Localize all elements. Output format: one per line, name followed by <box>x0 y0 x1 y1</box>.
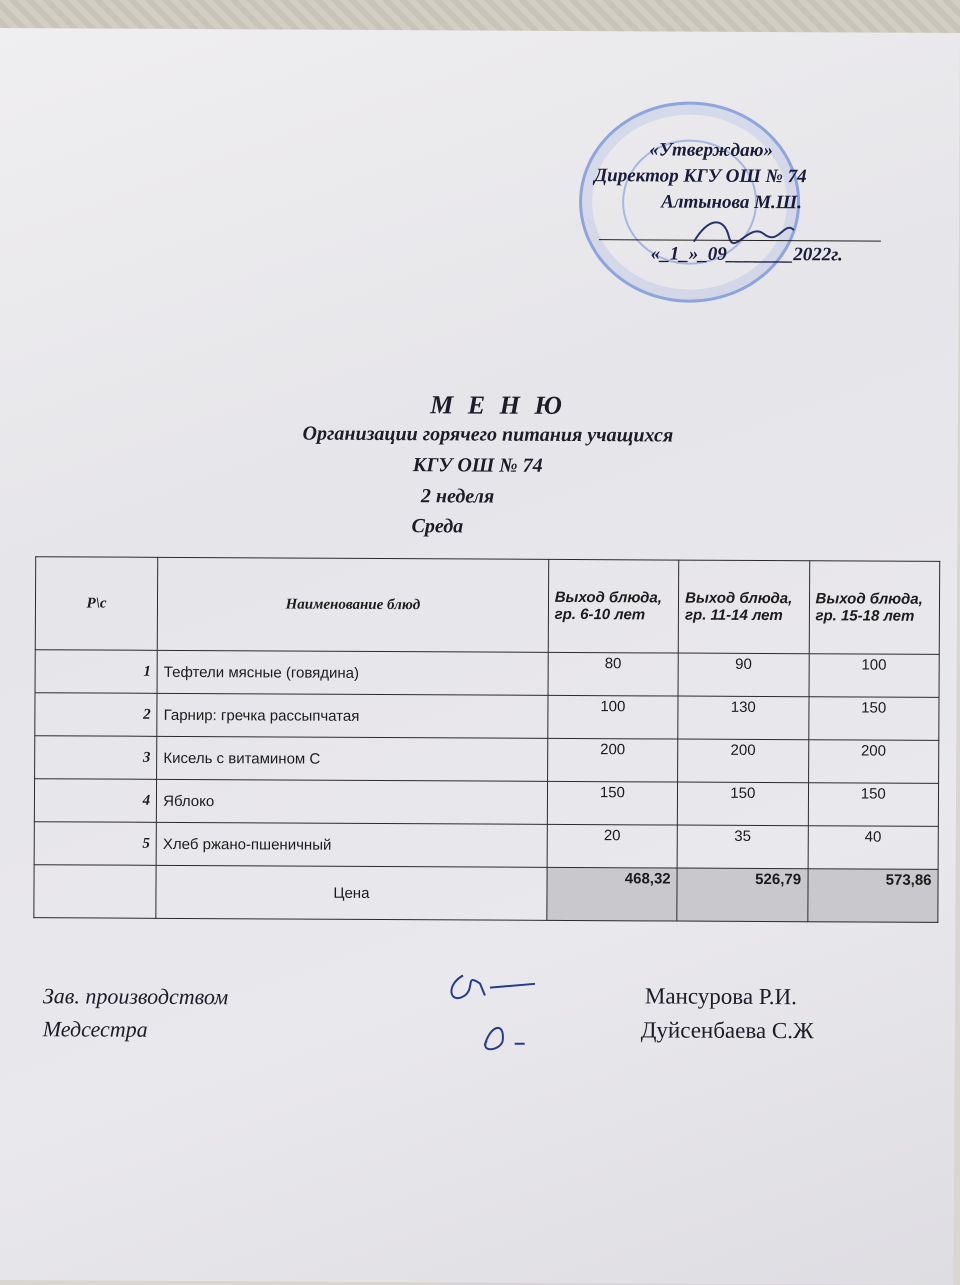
dish-name: Яблоко <box>157 779 548 824</box>
production-signature <box>435 965 555 1016</box>
document-subtitle: Организации горячего питания учащихся <box>302 422 674 447</box>
portion-11-14: 130 <box>678 696 809 740</box>
approval-director-name: Алтынова М.Ш. <box>661 191 802 214</box>
footer-role-nurse: Медсестра <box>42 1016 148 1042</box>
row-number: 4 <box>34 779 156 823</box>
col-out-15-18-header: Выход блюда, гр. 15-18 лет <box>809 561 940 655</box>
footer-role-production: Зав. производством <box>42 983 229 1010</box>
table-row <box>34 822 938 870</box>
portion-15-18: 40 <box>808 826 939 870</box>
price-label: Цена <box>156 865 547 920</box>
row-number: 3 <box>35 736 157 780</box>
portion-11-14: 150 <box>677 782 808 826</box>
portion-11-14: 35 <box>677 825 808 869</box>
week-label: 2 неделя <box>420 485 495 508</box>
approval-title: «Утверждаю» <box>649 139 774 162</box>
document-page <box>0 28 960 1285</box>
portion-6-10: 20 <box>547 824 678 868</box>
row-number: 2 <box>35 693 157 737</box>
col-out-11-14-header: Выход блюда, гр. 11-14 лет <box>678 560 809 654</box>
price-row-spacer <box>34 865 156 919</box>
dish-name: Хлеб ржано-пшеничный <box>156 822 547 867</box>
price-row <box>34 865 938 923</box>
col-number-header: Р\с <box>35 557 158 651</box>
portion-6-10: 100 <box>547 695 678 739</box>
price-6-10: 468,32 <box>547 867 678 921</box>
portion-6-10: 80 <box>548 652 679 696</box>
table-row <box>35 736 939 784</box>
col-out-6-10-header: Выход блюда, гр. 6-10 лет <box>548 559 679 653</box>
dish-name: Кисель с витамином С <box>157 736 548 781</box>
document-title: М Е Н Ю <box>430 390 566 420</box>
day-label: Среда <box>411 515 464 538</box>
footer-name-nurse: Дуйсенбаева С.Ж <box>640 1017 814 1044</box>
row-number: 1 <box>35 650 157 694</box>
row-number: 5 <box>34 822 156 866</box>
dish-name: Тефтели мясные (говядина) <box>157 650 548 695</box>
approval-director: Директор КГУ ОШ № 74 <box>594 165 807 188</box>
table-row <box>35 693 939 741</box>
price-11-14: 526,79 <box>677 868 808 922</box>
portion-15-18: 100 <box>809 654 940 698</box>
table-header-row <box>35 557 939 655</box>
approval-date: «_1_»_09_______2022г. <box>650 243 843 266</box>
portion-6-10: 200 <box>547 738 678 782</box>
portion-6-10: 150 <box>547 781 678 825</box>
portion-15-18: 200 <box>808 740 939 784</box>
nurse-signature <box>465 1015 555 1060</box>
school-name: КГУ ОШ № 74 <box>412 454 543 477</box>
portion-11-14: 90 <box>678 653 809 697</box>
footer-name-production: Мансурова Р.И. <box>644 983 797 1010</box>
dish-name: Гарнир: гречка рассыпчатая <box>157 693 548 738</box>
price-15-18: 573,86 <box>807 869 938 923</box>
portion-11-14: 200 <box>678 739 809 783</box>
portion-15-18: 150 <box>808 783 939 827</box>
portion-15-18: 150 <box>808 697 939 741</box>
table-row <box>34 779 938 827</box>
table-row <box>35 650 939 698</box>
menu-table <box>33 556 940 923</box>
col-dish-header: Наименование блюд <box>157 557 548 652</box>
